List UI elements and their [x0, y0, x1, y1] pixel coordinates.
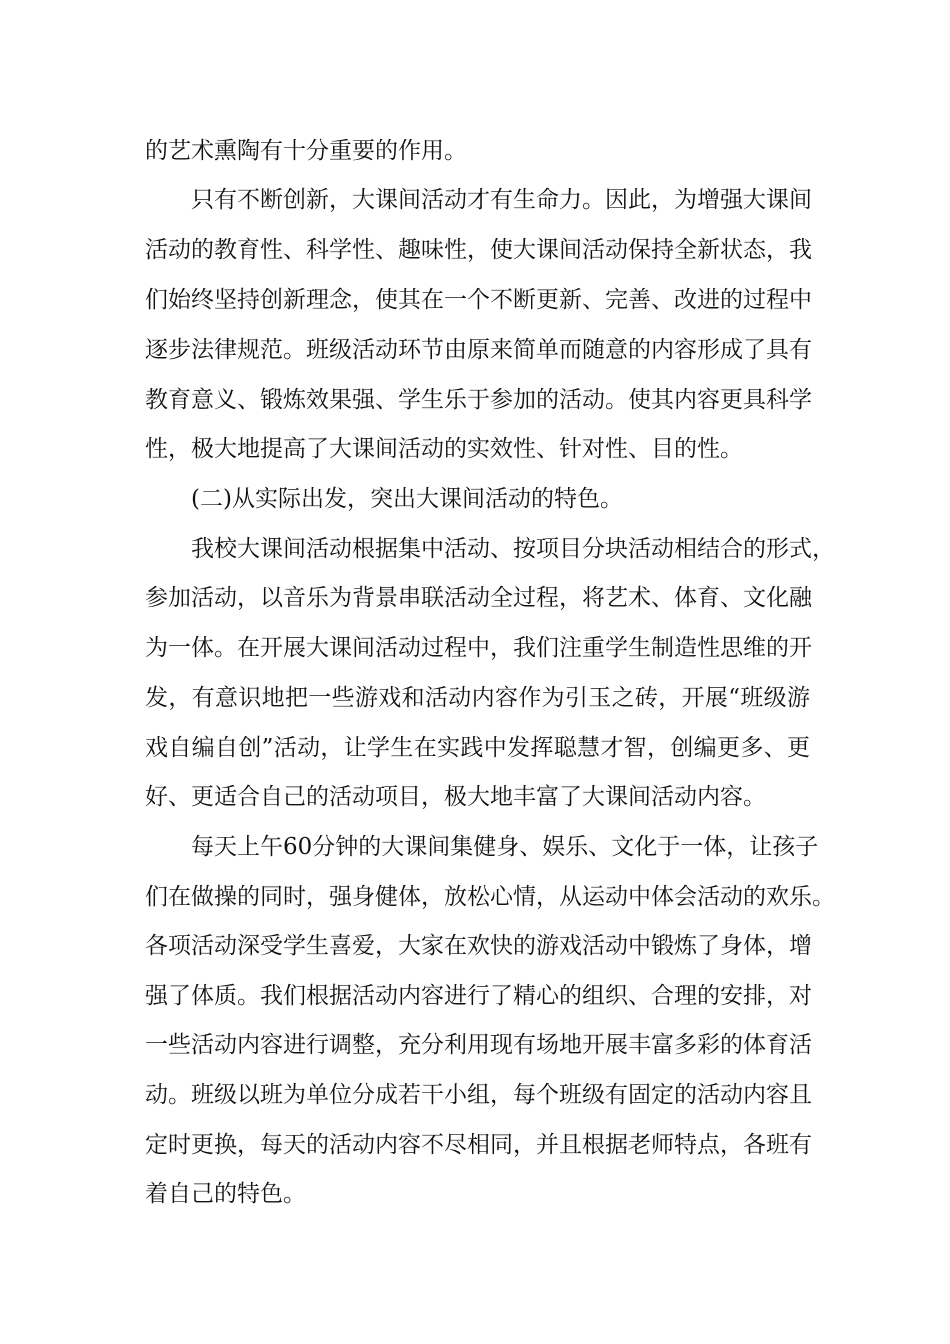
text-line: 戏自编自创”活动，让学生在实践中发挥聪慧才智，创编更多、更 — [145, 735, 810, 761]
text-line: 性，极大地提高了大课间活动的实效性、针对性、目的性。 — [145, 436, 743, 462]
text-line: 发，有意识地把一些游戏和活动内容作为引玉之砖，开展“班级游 — [145, 685, 810, 711]
text-line: 强了体质。我们根据活动内容进行了精心的组织、合理的安排，对 — [145, 983, 812, 1009]
paragraph-first-line: 只有不断创新，大课间活动才有生命力。因此，为增强大课间 — [191, 187, 812, 213]
section-heading: (二)从实际出发，突出大课间活动的特色。 — [191, 486, 623, 512]
text-line: 们在做操的同时，强身健体，放松心情，从运动中体会活动的欢乐。 — [145, 884, 835, 910]
text-line: 的艺术熏陶有十分重要的作用。 — [145, 138, 467, 164]
text-line: 活动的教育性、科学性、趣味性，使大课间活动保持全新状态，我 — [145, 237, 812, 263]
text-line: 教育意义、锻炼效果强、学生乐于参加的活动。使其内容更具科学 — [145, 387, 812, 413]
text-line: 参加活动，以音乐为背景串联活动全过程，将艺术、体育、文化融 — [145, 585, 812, 611]
text-line: 各项活动深受学生喜爱，大家在欢快的游戏活动中锻炼了身体，增 — [145, 933, 812, 959]
paragraph-first-line: 我校大课间活动根据集中活动、按项目分块活动相结合的形式， — [191, 536, 835, 562]
text-line: 着自己的特色。 — [145, 1181, 306, 1207]
text-line: 定时更换，每天的活动内容不尽相同，并且根据老师特点，各班有 — [145, 1132, 812, 1158]
text-line: 们始终坚持创新理念，使其在一个不断更新、完善、改进的过程中 — [145, 287, 812, 313]
text-line: 好、更适合自己的活动项目，极大地丰富了大课间活动内容。 — [145, 784, 766, 810]
text-line: 动。班级以班为单位分成若干小组，每个班级有固定的活动内容且 — [145, 1082, 812, 1108]
text-line: 逐步法律规范。班级活动环节由原来简单而随意的内容形成了具有 — [145, 337, 812, 363]
text-line: 一些活动内容进行调整，充分利用现有场地开展丰富多彩的体育活 — [145, 1032, 812, 1058]
text-line: 为一体。在开展大课间活动过程中，我们注重学生制造性思维的开 — [145, 635, 812, 661]
paragraph-first-line: 每天上午60分钟的大课间集健身、娱乐、文化于一体，让孩子 — [191, 834, 819, 860]
